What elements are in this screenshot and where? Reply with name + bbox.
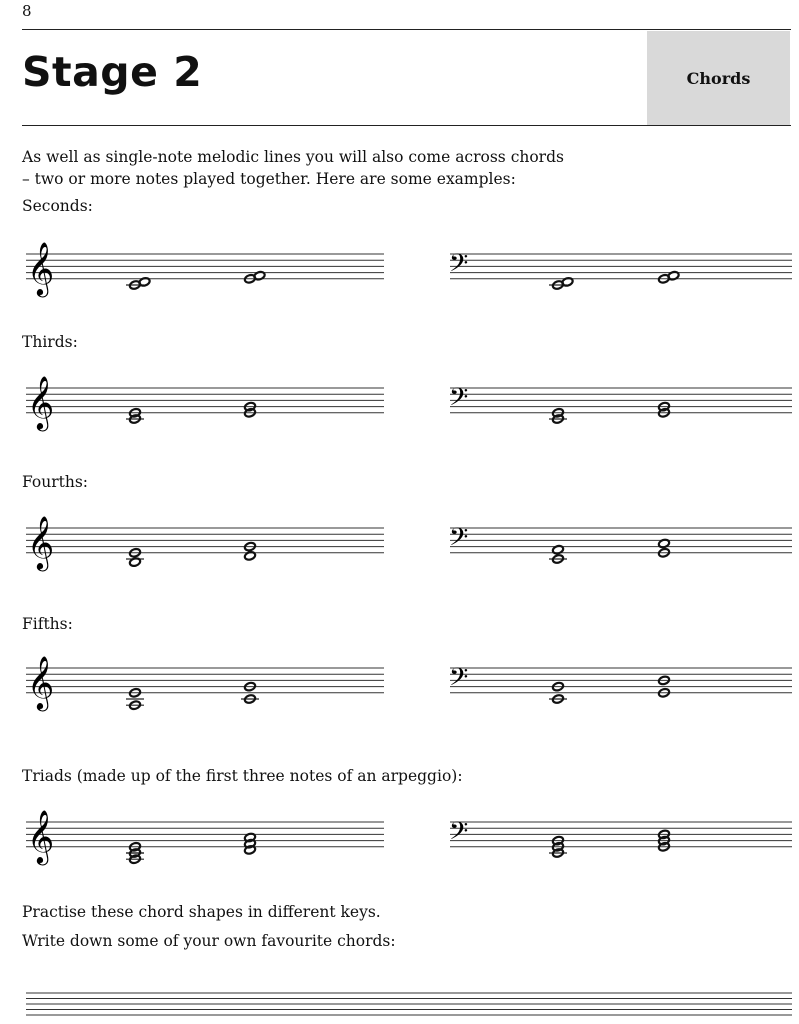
seconds-bass-staff (449, 249, 792, 290)
chord (244, 402, 256, 418)
fourths-treble-staff (26, 515, 384, 571)
thirds-treble-staff (26, 375, 384, 431)
bass-clef-icon: 𝄢 (449, 523, 469, 558)
practise-instruction: Practise these chord shapes in different keys. (22, 903, 381, 921)
chapter-label: Chords (686, 68, 751, 88)
treble-clef-icon: 𝄞 (27, 375, 55, 429)
blank-writing-staff (26, 993, 792, 1015)
intro-line-1: As well as single-note melodic lines you will also come across chords (22, 148, 564, 166)
treble-clef-icon: 𝄞 (27, 655, 55, 709)
chord (126, 688, 144, 711)
chord (658, 538, 670, 557)
chord (126, 408, 144, 424)
chord (126, 842, 144, 865)
fifths-treble-staff (26, 655, 384, 711)
triads-bass-staff (449, 817, 792, 858)
page-number: 8 (22, 2, 32, 20)
seconds-label: Seconds: (22, 197, 93, 215)
chord (549, 408, 567, 424)
chord (549, 545, 567, 564)
fourths-label: Fourths: (22, 473, 89, 491)
bass-clef-icon: 𝄢 (449, 383, 469, 418)
bass-clef-icon: 𝄢 (449, 249, 469, 284)
chord (658, 402, 670, 418)
chord (126, 548, 144, 567)
treble-clef-icon: 𝄞 (27, 809, 55, 863)
bass-clef-icon: 𝄢 (449, 817, 469, 852)
triads-label: Triads (made up of the first three notes of an arpeggio): (22, 767, 463, 785)
thirds-bass-staff (449, 383, 792, 424)
seconds-treble-staff (26, 241, 384, 297)
page-title: Stage 2 (22, 48, 203, 96)
write-prompt: Write down some of your own favourite chords: (22, 932, 396, 950)
thirds-label: Thirds: (22, 333, 78, 351)
intro-line-2: – two or more notes played together. Here are some examples: (22, 170, 516, 188)
fifths-bass-staff (449, 663, 792, 704)
treble-clef-icon: 𝄞 (27, 241, 55, 295)
chord (244, 832, 256, 855)
fourths-bass-staff (449, 523, 792, 564)
treble-clef-icon: 𝄞 (27, 515, 55, 569)
triads-treble-staff (26, 809, 384, 865)
chord (244, 542, 256, 561)
bass-clef-icon: 𝄢 (449, 663, 469, 698)
fifths-label: Fifths: (22, 615, 73, 633)
